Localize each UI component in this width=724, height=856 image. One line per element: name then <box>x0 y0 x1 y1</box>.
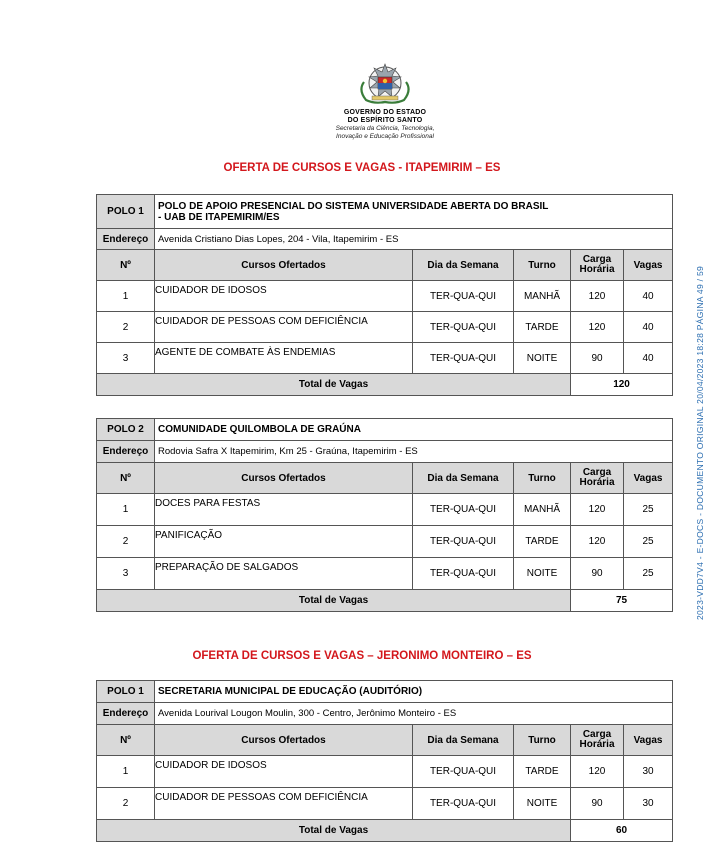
row-dia: TER-QUA-QUI <box>413 312 514 343</box>
col-header-carga: Carga Horária <box>571 463 624 494</box>
row-carga: 120 <box>571 281 624 312</box>
col-header-turno: Turno <box>514 463 571 494</box>
total-label: Total de Vagas <box>97 374 571 396</box>
total-label: Total de Vagas <box>97 590 571 612</box>
table-row <box>97 281 673 312</box>
row-curso: CUIDADOR DE PESSOAS COM DEFICIÊNCIA <box>155 788 413 820</box>
gov-line-1: GOVERNO DO ESTADO <box>343 109 427 116</box>
col-header-dia: Dia da Semana <box>413 463 514 494</box>
polo-name: SECRETARIA MUNICIPAL DE EDUCAÇÃO (AUDITÓRIO) <box>155 681 673 703</box>
row-turno: NOITE <box>514 788 571 820</box>
col-header-num: Nº <box>97 725 155 756</box>
gov-line-2: DO ESPÍRITO SANTO <box>347 117 423 124</box>
col-header-cursos: Cursos Ofertados <box>155 463 413 494</box>
row-turno: MANHÃ <box>514 494 571 526</box>
row-num: 1 <box>97 494 155 526</box>
col-header-vagas: Vagas <box>624 725 673 756</box>
row-num: 3 <box>97 343 155 374</box>
row-vagas: 25 <box>624 526 673 558</box>
row-vagas: 30 <box>624 788 673 820</box>
row-num: 2 <box>97 788 155 820</box>
table-row <box>97 558 673 590</box>
table-row <box>97 343 673 374</box>
col-header-turno: Turno <box>514 725 571 756</box>
row-curso: CUIDADOR DE PESSOAS COM DEFICIÊNCIA <box>155 312 413 343</box>
endereco-label: Endereço <box>97 229 155 250</box>
total-label: Total de Vagas <box>97 820 571 842</box>
row-turno: TARDE <box>514 312 571 343</box>
row-num: 3 <box>97 558 155 590</box>
row-curso: AGENTE DE COMBATE ÀS ENDEMIAS <box>155 343 413 374</box>
row-curso: PANIFICAÇÃO <box>155 526 413 558</box>
col-header-cursos: Cursos Ofertados <box>155 250 413 281</box>
document-header <box>300 60 470 140</box>
polo-table-itapemirim-2 <box>96 418 673 612</box>
table-row <box>97 788 673 820</box>
table-row <box>97 494 673 526</box>
col-header-num: Nº <box>97 250 155 281</box>
row-carga: 120 <box>571 526 624 558</box>
row-num: 2 <box>97 526 155 558</box>
row-turno: NOITE <box>514 343 571 374</box>
row-num: 1 <box>97 281 155 312</box>
col-header-turno: Turno <box>514 250 571 281</box>
polo-address: Rodovia Safra X Itapemirim, Km 25 - Graúna, Itapemirim - ES <box>155 441 673 463</box>
row-carga: 90 <box>571 343 624 374</box>
row-num: 2 <box>97 312 155 343</box>
col-header-vagas: Vagas <box>624 250 673 281</box>
row-carga: 120 <box>571 756 624 788</box>
row-curso: DOCES PARA FESTAS <box>155 494 413 526</box>
row-num: 1 <box>97 756 155 788</box>
col-header-carga: Carga Horária <box>571 250 624 281</box>
row-dia: TER-QUA-QUI <box>413 494 514 526</box>
polo-label: POLO 1 <box>97 195 155 229</box>
total-value: 120 <box>571 374 673 396</box>
endereco-label: Endereço <box>97 441 155 463</box>
row-carga: 90 <box>571 788 624 820</box>
state-seal-logo <box>354 60 416 106</box>
row-turno: TARDE <box>514 756 571 788</box>
total-value: 75 <box>571 590 673 612</box>
row-turno: NOITE <box>514 558 571 590</box>
row-curso: CUIDADOR DE IDOSOS <box>155 281 413 312</box>
row-dia: TER-QUA-QUI <box>413 756 514 788</box>
row-dia: TER-QUA-QUI <box>413 281 514 312</box>
row-vagas: 40 <box>624 312 673 343</box>
polo-name-line-1: POLO DE APOIO PRESENCIAL DO SISTEMA UNIVERSIDADE ABERTA DO BRASIL <box>158 200 549 212</box>
section-title-jeronimo-monteiro: OFERTA DE CURSOS E VAGAS – JERONIMO MONTEIRO – ES <box>192 650 532 662</box>
polo-name: COMUNIDADE QUILOMBOLA DE GRAÚNA <box>155 419 673 441</box>
polo-address: Avenida Lourival Lougon Moulin, 300 - Centro, Jerônimo Monteiro - ES <box>155 703 673 725</box>
col-header-dia: Dia da Semana <box>413 250 514 281</box>
row-turno: TARDE <box>514 526 571 558</box>
section-title-itapemirim: OFERTA DE CURSOS E VAGAS - ITAPEMIRIM – ES <box>223 162 501 174</box>
secretaria-line-1: Secretaria da Ciência, Tecnologia, <box>335 125 435 132</box>
polo-table-jeronimo-1 <box>96 680 673 842</box>
table-row <box>97 526 673 558</box>
row-curso: CUIDADOR DE IDOSOS <box>155 756 413 788</box>
total-value: 60 <box>571 820 673 842</box>
polo-label: POLO 1 <box>97 681 155 703</box>
row-vagas: 40 <box>624 281 673 312</box>
secretaria-line-2: Inovação e Educação Profissional <box>336 132 434 140</box>
row-carga: 120 <box>571 494 624 526</box>
row-vagas: 30 <box>624 756 673 788</box>
row-vagas: 40 <box>624 343 673 374</box>
table-row <box>97 312 673 343</box>
row-vagas: 25 <box>624 494 673 526</box>
row-turno: MANHÃ <box>514 281 571 312</box>
polo-table-itapemirim-1 <box>96 194 673 396</box>
endereco-label: Endereço <box>97 703 155 725</box>
polo-name <box>155 195 673 229</box>
row-dia: TER-QUA-QUI <box>413 788 514 820</box>
polo-label: POLO 2 <box>97 419 155 441</box>
edocs-side-stamp: 2023-VDD7V4 - E-DOCS - DOCUMENTO ORIGINAL 20/04/2023 18:28 PÁGINA 49 / 59 <box>695 265 705 620</box>
table-row <box>97 756 673 788</box>
polo-name-line-2: - UAB DE ITAPEMIRIM/ES <box>158 211 280 223</box>
col-header-cursos: Cursos Ofertados <box>155 725 413 756</box>
row-dia: TER-QUA-QUI <box>413 526 514 558</box>
row-carga: 90 <box>571 558 624 590</box>
row-curso: PREPARAÇÃO DE SALGADOS <box>155 558 413 590</box>
row-vagas: 25 <box>624 558 673 590</box>
col-header-dia: Dia da Semana <box>413 725 514 756</box>
row-dia: TER-QUA-QUI <box>413 558 514 590</box>
row-carga: 120 <box>571 312 624 343</box>
row-dia: TER-QUA-QUI <box>413 343 514 374</box>
polo-address: Avenida Cristiano Dias Lopes, 204 - Vila, Itapemirim - ES <box>155 229 673 250</box>
col-header-vagas: Vagas <box>624 463 673 494</box>
col-header-carga: Carga Horária <box>571 725 624 756</box>
col-header-num: Nº <box>97 463 155 494</box>
